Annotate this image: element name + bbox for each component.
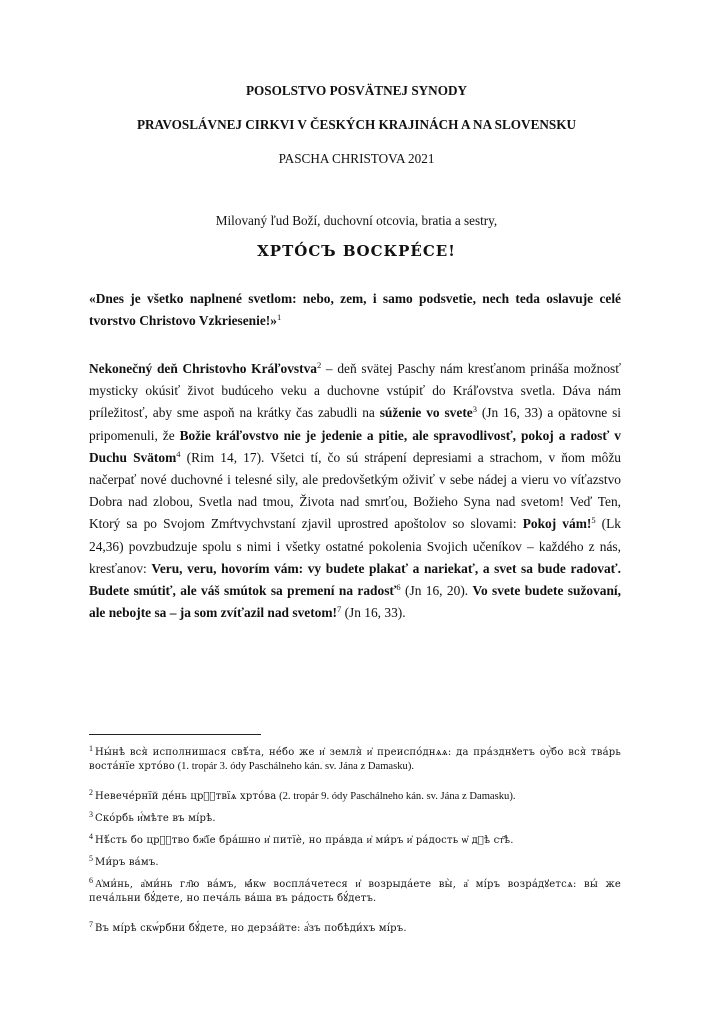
bold-phrase: Veru, veru, hovorím vám: vy budete plakať a nariekať, a svet sa bude radovať. Budete smútiť, ale váš smútok sa premení na radosť bbox=[89, 560, 621, 599]
header-title-line2: PRAVOSLÁVNEJ CIRKVI V ČESKÝCH KRAJINÁCH A NA SLOVENSKU bbox=[136, 117, 577, 132]
footnote-divider bbox=[89, 734, 261, 735]
footnote-5 bbox=[89, 856, 621, 870]
footnote-6 bbox=[89, 878, 621, 906]
bold-phrase: Pokoj vám! bbox=[522, 516, 592, 532]
footnote-slavonic: А҆ми́нь, а҆ми́нь гл҃ю ва́мъ, ꙗ҆́кѡ воспла́четеся и҆ возрыда́ете вы̀, а҆ мі́ръ возра́дꙋетсѧ: вы́ же печа́льни бꙋ́дете, но печа́ль ва́ша въ ра́дость бꙋ́детъ. bbox=[89, 879, 621, 904]
bold-phrase: Vo svete budete sužovaní, ale nebojte sa – ja som zvíťazil nad svetom! bbox=[89, 583, 621, 621]
footnote-number: 3 bbox=[89, 810, 93, 819]
body-text: (Jn 16, 33) a opätovne si pripomenuli, že bbox=[89, 405, 622, 443]
footnote-slavonic: Ми́ръ ва́мъ. bbox=[95, 857, 159, 868]
footnote-slavonic: Въ мі́рѣ скѡ́рбни бꙋ́дете, но дерза́йте: а҆́зъ побѣди́хъ мі́ръ. bbox=[95, 923, 407, 934]
footnote-3 bbox=[89, 812, 621, 826]
footnote-4 bbox=[89, 834, 621, 848]
body-text: (Jn 16, 20). bbox=[400, 583, 473, 599]
bold-phrase: súženie vo svete bbox=[379, 405, 473, 421]
footnote-number: 5 bbox=[89, 854, 93, 863]
footnote-slavonic: Невече́рнїй де́нь црⷭ҇твїѧ хрто́ва bbox=[95, 791, 277, 802]
bold-phrase: Nekonečný deň Christovho Kráľovstva bbox=[89, 361, 317, 376]
paragraph-main bbox=[89, 358, 621, 624]
bold-phrase: Božie kráľovstvo nie je jedenie a pitie, ale spravodlivosť, pokoj a radosť v Duchu Svätom bbox=[89, 427, 621, 465]
quote-text: «Dnes je všetko naplnené svetlom: nebo, zem, i samo podsvetie, nech teda oslavuje celé tvorstvo Christovo Vzkriesenie!» bbox=[89, 291, 621, 329]
footnote-ref: 3 bbox=[472, 404, 477, 415]
footnote-ref: 6 bbox=[396, 582, 401, 593]
footnote-ref: 2 bbox=[316, 360, 322, 370]
footnote-slavonic: Ско́рбь и҆́мѣте въ мі́рѣ. bbox=[95, 813, 216, 824]
body-text: (Rim 14, 17). Všetci tí, čo sú strápení depresiami a strachom, v ňom môžu načerpať nové duchovné i telesné sily, ale predovšetkým oživiť v sebe nádej a vieru vo víťazstvo Dobra nad zlobou, Svetla nad tmou, Života nad smrťou, Božieho Syna nad svetom! Veď Ten, Ktorý sa po Svojom Zmŕtvychvstaní zjavil uprostred apoštolov so slovami: bbox=[89, 449, 621, 532]
body-text: (Jn 16, 33). bbox=[341, 605, 406, 621]
footnote-note: (1. tropár 3. ódy Paschálneho kán. sv. Jána z Damasku). bbox=[174, 761, 415, 772]
footnote-note: (2. tropár 9. ódy Paschálneho kán. sv. Jána z Damasku). bbox=[276, 791, 516, 802]
footnote-number: 6 bbox=[89, 876, 93, 885]
body-text: – deň svätej Paschy nám kresťanom prináša možnosť mysticky okúsiť život budúceho veku a duchovne vstúpiť do Kráľovstva svetla. Dáva nám príležitosť, aby sme aspoň na krátky čas zabudli na bbox=[89, 361, 621, 421]
paschal-greeting: ХРТО́СЪ ВОСКРЕ́СЕ! bbox=[257, 242, 456, 260]
footnote-ref: 4 bbox=[176, 448, 181, 459]
footnote-2 bbox=[89, 790, 621, 804]
paragraph-quote bbox=[89, 288, 621, 332]
footnote-number: 1 bbox=[89, 744, 93, 753]
footnote-ref: 7 bbox=[336, 604, 342, 615]
footnote-slavonic: Ны́нѣ вся̀ исполнишася свѣ́та, не́бо же и҆ земля̀ и҆ преиспо́днѧѧ: да пра́зднꙋетъ оу҆̀бо вся̀ тва́рь воста́нїе хрто́во bbox=[89, 747, 621, 772]
header-title-line1: POSOLSTVO POSVÄTNEJ SYNODY bbox=[245, 83, 468, 98]
footnote-number: 2 bbox=[89, 788, 93, 797]
footnote-number: 4 bbox=[89, 832, 93, 841]
header-subtitle: PASCHA CHRISTOVA 2021 bbox=[278, 151, 435, 166]
footnote-1 bbox=[89, 746, 621, 774]
footnote-ref: 1 bbox=[276, 312, 282, 323]
footnote-ref: 5 bbox=[591, 515, 596, 526]
greeting: Milovaný ľud Boží, duchovní otcovia, bratia a sestry, bbox=[215, 213, 498, 228]
footnote-number: 7 bbox=[89, 920, 93, 929]
footnote-slavonic: Нѣ́сть бо црⷭ҇тво бж҃їе бра́шно и҆ питїѐ, но пра́вда и҆ ми́ръ и҆ ра́дость ѡ҆ дⷯѣ ст҃ѣ. bbox=[95, 835, 514, 846]
body-text: (Lk 24,36) povzbudzuje spolu s nimi i všetky ostatné pokolenia Svojich učeníkov – každého z nás, kresťanov: bbox=[89, 516, 622, 576]
footnote-7 bbox=[89, 922, 621, 936]
